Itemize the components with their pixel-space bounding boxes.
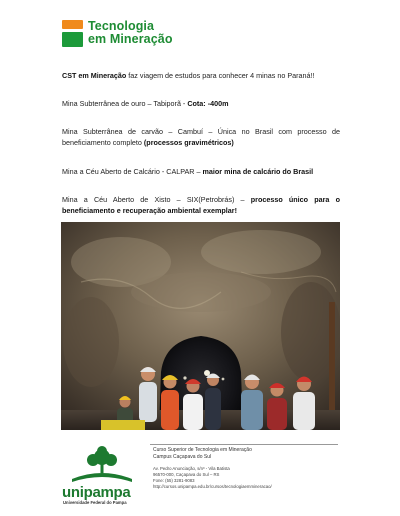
logo-line-2: em Mineração (88, 32, 173, 46)
paragraph-limestone-mine (62, 166, 340, 177)
logo-text (88, 20, 173, 46)
coal-mine-bold: (processos gravimétricos) (143, 138, 234, 147)
intro-text: faz viagem de estudos para conhecer 4 minas no Paraná!! (126, 71, 315, 80)
paragraph-intro (62, 70, 340, 81)
footer-info (153, 447, 338, 490)
unipampa-tree-icon (62, 445, 142, 485)
unipampa-brand: unipampa (62, 484, 131, 501)
gold-mine-bold: Cota: -400m (187, 99, 229, 108)
unipampa-subtitle: Universidade Federal do Pampa (63, 500, 127, 505)
footer-url[interactable]: http://cursos.unipampa.edu.br/cursos/tecnologiaemmineracao/ (153, 484, 272, 489)
mine-tunnel-photo (61, 222, 340, 430)
footer-divider (150, 444, 338, 445)
intro-bold: CST em Mineração (62, 71, 127, 80)
footer-address-2: 96570-000, Caçapava do Sul – RS (153, 472, 220, 477)
logo-mark-icon (62, 20, 83, 47)
footer-course: Curso Superior de Tecnologia em Mineração (153, 447, 252, 453)
paragraph-gold-mine (62, 98, 340, 109)
logo-line-1: Tecnologia (88, 19, 155, 33)
shale-mine-text: Mina a Céu Aberto de Xisto – SIX(Petrobrás) – (62, 195, 251, 204)
gold-mine-text: Mina Subterrânea de ouro – Tabiporã - (62, 99, 188, 108)
paragraph-shale-mine (62, 194, 340, 216)
shale-mine-bold: processo único para o beneficiamento e recuperação ambiental exemplar! (62, 195, 341, 215)
coal-mine-text: Mina Subterrânea de carvão – Cambuí – Única no Brasil com processo de beneficiamento completo (62, 127, 340, 147)
footer-campus: Campus Caçapava do Sul (153, 454, 212, 460)
limestone-mine-text: Mina a Céu Aberto de Calcário - CALPAR – (62, 167, 203, 176)
footer-phone: Fone: (55) 3281-9083 (153, 478, 195, 483)
paragraph-coal-mine (62, 126, 340, 148)
header-logo (62, 20, 173, 47)
footer-address-1: Av. Pedro Anunciação, s/nº - Vila Batista (153, 466, 230, 471)
limestone-mine-bold: maior mina de calcário do Brasil (202, 167, 314, 176)
